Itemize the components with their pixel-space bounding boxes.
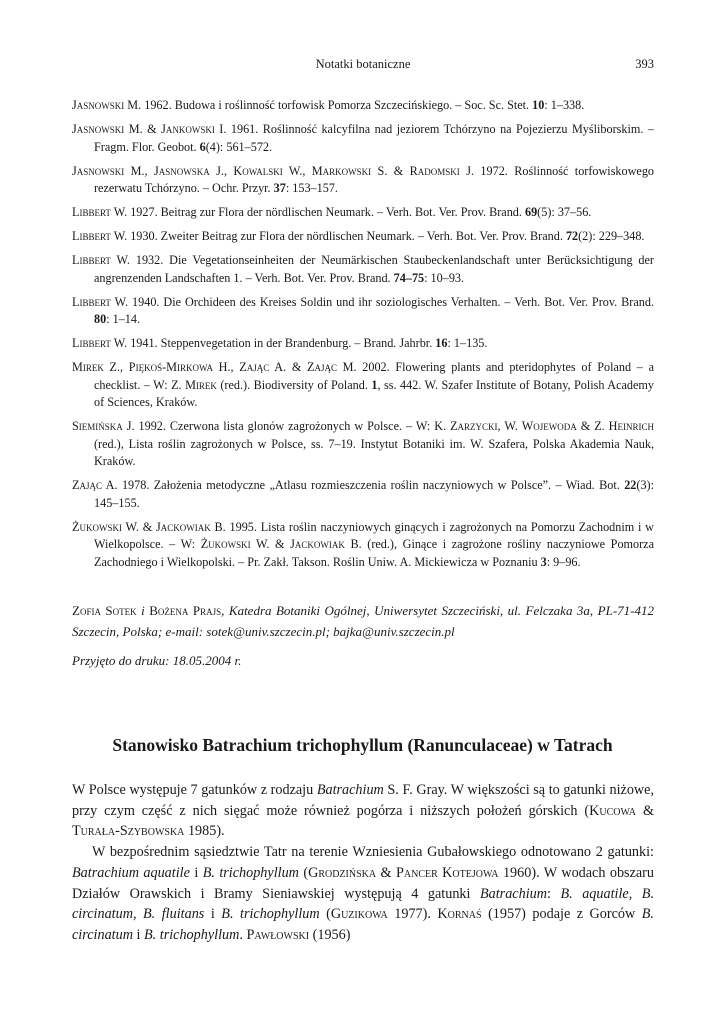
reference-entry (72, 294, 654, 329)
text-run: & Z. (576, 419, 609, 433)
text-run: W. 1932. Die Vegetationseinheiten der Neumärkischen Staubeckenlandschaft unter Berücksichtigung der angrenzenden Landschaften 1. – Verh. Bot. Ver. Prov. Brand. (94, 253, 654, 285)
reference-entry (72, 359, 654, 412)
text-run: W. 1940. Die Orchideen des Kreises Soldin und ihr soziologisches Verhalten. – Verh. Bot. Ver. Prov. Brand. (110, 294, 654, 309)
text-run: (3): 145–155. (94, 478, 654, 510)
text-run: Kowalski (233, 163, 283, 178)
text-run: Żukowski (72, 519, 122, 534)
reference-entry (72, 121, 654, 156)
text-run: 80 (94, 312, 107, 326)
text-run: W. 1927. Beitrag zur Flora der nördlischen Neumark. – Verh. Bot. Ver. Prov. Brand. (110, 205, 525, 219)
text-run: Batrachium aquatile (72, 864, 190, 881)
text-run: : 10–93. (424, 270, 465, 285)
running-title: Notatki botaniczne (315, 57, 411, 71)
article-title: Stanowisko Batrachium trichophyllum (Ranunculaceae) w Tatrach (112, 735, 613, 755)
text-run: i (204, 906, 222, 923)
text-run: Jasnowski (72, 98, 125, 112)
text-run: W. & (250, 537, 291, 551)
text-run: Batrachium (316, 782, 384, 798)
text-run: 37 (273, 181, 286, 195)
text-run: Jasnowski (72, 163, 125, 178)
text-run: Jankowski (161, 122, 215, 136)
text-run: H., (212, 360, 240, 374)
text-run: Radomski (409, 163, 460, 178)
text-run: W. 1941. Steppenvegetation in der Brandenburg. – Brand. Jahrbr. (110, 336, 436, 350)
text-run: , (628, 885, 642, 902)
text-run: Grodzińska (308, 864, 377, 881)
reference-entry (72, 163, 654, 198)
text-run: Jackowiak (156, 519, 211, 534)
text-run: 1985). (184, 823, 225, 840)
text-run: Z., (103, 360, 129, 374)
text-run: Libbert (72, 229, 111, 243)
text-run: : 1–135. (447, 336, 488, 350)
accepted-date: Przyjęto do druku: 18.05.2004 r. (72, 653, 242, 668)
text-run: Libbert (72, 253, 111, 267)
text-run: Markowski (311, 163, 372, 178)
text-run: S. F. Gray. W większości są to gatunki niżowe, przy czym część z nich sięgać może również pogórza i niższych położeń górskich ( (72, 782, 655, 819)
reference-list (72, 97, 654, 578)
text-run: M., (124, 163, 154, 178)
text-run: W., (282, 163, 312, 178)
text-run: Jackowiak (290, 537, 345, 551)
text-run: J. 1972. Roślinność torfowiskowego rezerwatu Tchórzyno. – Ochr. Przyr. (94, 163, 655, 195)
text-run: . (239, 926, 247, 943)
text-run: 1977). (387, 906, 438, 923)
text-run: Batrachium (479, 885, 547, 902)
text-run: (2): 229–348. (578, 229, 645, 243)
text-run: i (132, 926, 144, 943)
page-number: 393 (635, 57, 654, 71)
text-run: S. & (371, 163, 410, 178)
text-run: M. 2002. Flowering plants and pteridophytes of Poland – a checklist. – W: Z. (94, 360, 654, 392)
author-affiliation (72, 600, 654, 642)
text-run: Libbert (72, 205, 111, 219)
text-run: Mirek (185, 377, 217, 392)
text-run: Wojewoda (521, 419, 577, 433)
text-run: B. trichophyllum (144, 926, 240, 943)
text-run: B. 1995. Lista roślin naczyniowych ginących i zagrożonych na Pomorzu Zachodnim i w Wielkopolsce. – W: (94, 519, 654, 551)
reference-entry (72, 335, 654, 353)
text-run: 74–75 (393, 270, 425, 285)
reference-entry (72, 97, 654, 115)
text-run: B. aquatile (560, 885, 629, 902)
text-run: W Polsce występuje 7 gatunków z rodzaju (72, 782, 317, 798)
text-run: Zając (307, 360, 337, 374)
text-run: Guzikowa (330, 906, 388, 923)
text-run: A. 1978. Założenia metodyczne „Atlasu rozmieszczenia roślin naczyniowych w Polsce”. – Wiad. Bot. (101, 478, 625, 492)
author-name: Zofia Sotek (72, 603, 137, 618)
text-run: 1960). W wodach obszaru Działów Orawskich i Bramy Sieniawskiej występują 4 gatunki (72, 864, 654, 902)
running-head (72, 57, 654, 75)
text-run: B. trichophyllum (221, 906, 320, 923)
text-run: ( (319, 906, 331, 923)
text-run: Jasnowski (72, 122, 125, 136)
text-run: Jasnowska (154, 163, 210, 178)
text-run: (red.), Lista roślin zagrożonych w Polsce, ss. 7–19. Instytut Botaniki im. W. Szafera, Polska Akademia Nauk, Kraków. (94, 436, 654, 468)
text-run: Pawłowski (246, 926, 310, 943)
text-run: (1956) (309, 926, 351, 943)
text-run: W bezpośrednim sąsiedztwie Tatr na terenie Wzniesienia Gubałowskiego odnotowano 2 gatunki: (92, 844, 654, 861)
text-run: i (189, 864, 203, 881)
reference-entry (72, 477, 654, 512)
text-run: (5): 37–56. (537, 205, 592, 219)
text-run: 72 (565, 229, 579, 243)
text-run: & (636, 802, 654, 819)
text-run: B. circinatum (72, 885, 654, 923)
text-run: : (546, 885, 561, 902)
text-run: M. 1962. Budowa i roślinność torfowisk Pomorza Szczecińskiego. – Soc. Sc. Stet. (124, 98, 533, 112)
text-run: : 153–157. (285, 181, 338, 195)
text-run: : 1–338. (544, 98, 585, 112)
text-run: J., (209, 163, 234, 178)
body-paragraph (72, 842, 654, 946)
reference-entry (72, 519, 654, 572)
text-run: 3 (540, 554, 547, 569)
text-run: : 9–96. (546, 554, 581, 569)
text-run: Turała-Szybowska (72, 823, 185, 840)
text-run: Zarzycki (450, 419, 498, 433)
text-run: , W. (497, 419, 522, 433)
body-paragraph (72, 780, 654, 842)
text-run: M. & (124, 122, 162, 136)
text-run: & (376, 864, 396, 881)
author-joiner: i (136, 603, 150, 618)
text-run: J. 1992. Czerwona lista glonów zagrożonych w Polsce. – W: K. (122, 419, 451, 433)
text-run: B. circinatum (72, 906, 654, 943)
text-run: 10 (532, 98, 545, 112)
text-run: Libbert (72, 336, 111, 350)
text-run: B. trichophyllum (202, 864, 299, 881)
text-run: 22 (624, 478, 637, 492)
text-run: Mirek (72, 360, 104, 374)
text-run: Zając (72, 478, 102, 492)
author-name: Bożena Prajs (149, 603, 222, 618)
text-run: Kornaś (437, 906, 482, 923)
text-run: (1957) podaje z Gorców (481, 906, 642, 923)
text-run: Siemińska (72, 419, 123, 433)
text-run: 69 (524, 205, 538, 219)
text-run: Heinrich (608, 419, 654, 433)
article-body (72, 780, 654, 946)
affiliation-text: , Katedra Botaniki Ogólnej, Uniwersytet Szczeciński, ul. Felczaka 3a, PL-71-412 Szczecin, Polska; e-mail: sotek@univ.szczecin.pl; bajka@univ.szczecin.pl (72, 603, 654, 639)
text-run: Piękoś-Mirkowa (128, 360, 213, 374)
text-run: (4): 561–572. (205, 139, 273, 154)
text-run: B. (red.), Ginące i zagrożone rośliny naczyniowe Pomorza Zachodniego i Wielkopolski. – Pr. Zakł. Takson. Roślin Uniw. A. Mickiewicza w Poznaniu (94, 537, 654, 569)
text-run: Kucowa (589, 802, 637, 819)
text-run: , ss. 442. W. Szafer Institute of Botany, Polish Academy of Sciences, Kraków. (94, 377, 654, 409)
text-run: , (132, 906, 144, 923)
reference-entry (72, 418, 654, 471)
text-run: Pancer Kotejowa (395, 864, 499, 881)
text-run: 1 (371, 377, 378, 392)
reference-entry (72, 252, 654, 287)
text-run: Zając (239, 360, 270, 374)
text-run: : 1–14. (106, 312, 141, 326)
text-run: B. fluitans (143, 906, 205, 923)
text-run: Żukowski (200, 537, 251, 551)
text-run: W. 1930. Zweiter Beitrag zur Flora der nördlischen Neumark. – Verh. Bot. Ver. Prov. Brand. (110, 229, 566, 243)
reference-entry (72, 228, 654, 246)
text-run: ( (298, 864, 309, 881)
text-run: (red.). Biodiversity of Poland. (216, 377, 372, 392)
text-run: 6 (199, 139, 206, 154)
text-run: A. & (269, 360, 308, 374)
text-run: I. 1961. Roślinność kalcyfilna nad jeziorem Tchórzyno na Pojezierzu Myśliborskim. – Fragm. Flor. Geobot. (94, 122, 654, 154)
text-run: 16 (435, 336, 448, 350)
text-run: Libbert (72, 294, 111, 309)
reference-entry (72, 204, 654, 222)
text-run: W. & (121, 519, 157, 534)
